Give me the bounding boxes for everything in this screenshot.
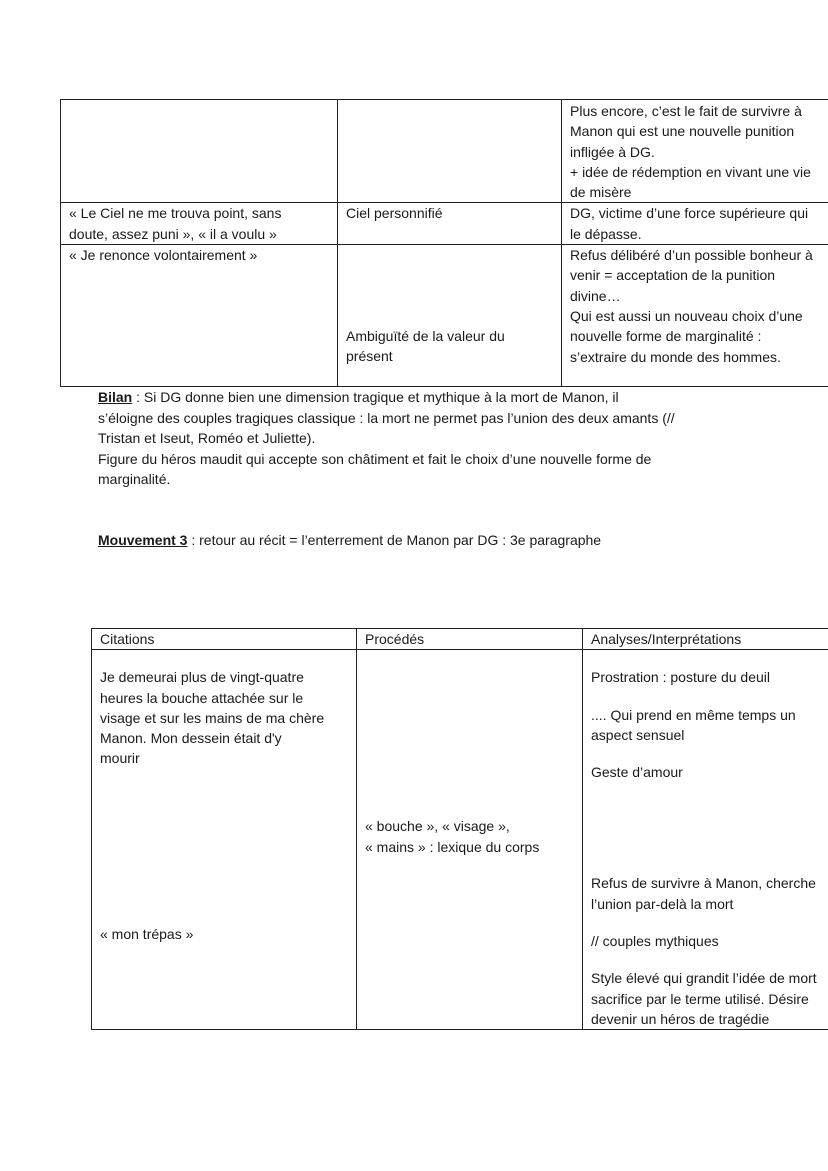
bilan-label: Bilan (98, 389, 133, 405)
text-line: Prostration : posture du deuil (591, 669, 770, 686)
table-row (61, 100, 828, 203)
table-header-row (92, 629, 828, 650)
text-line: « Le Ciel ne me trouva point, sans (69, 205, 282, 222)
text-line: Geste d’amour (591, 764, 683, 781)
analyse-cell (583, 650, 828, 1030)
text-line: Qui est aussi un nouveau choix d’une (570, 307, 803, 324)
table-row (92, 650, 828, 1030)
text-line: Je demeurai plus de vingt-quatre (100, 669, 304, 686)
text-line: heures la bouche attachée sur le (100, 689, 304, 706)
citation-cell (61, 245, 338, 387)
text-line: s’éloigne des couples tragiques classique : la mort ne permet pas l’union des deux amants (// (98, 409, 675, 426)
text-line: DG, victime d’une force supérieure qui (570, 205, 809, 222)
procede-cell (338, 203, 562, 245)
mouvement-heading (98, 530, 601, 551)
text-line: divine… (570, 287, 621, 304)
text-line: « mains » : lexique du corps (365, 838, 540, 855)
analyse-cell (562, 245, 828, 387)
table-row (61, 203, 828, 245)
header-procedes: Procédés (357, 629, 583, 650)
text-line: l’union par-delà la mort (591, 895, 734, 912)
text-line: présent (346, 348, 393, 365)
text-line: Ambiguïté de la valeur du (346, 328, 505, 345)
text-line: Style élevé qui grandit l’idée de mort (591, 970, 817, 987)
text-line: le dépasse. (570, 225, 642, 242)
text-line: .... Qui prend en même temps un (591, 706, 796, 723)
text-line: « Je renonce volontairement » (69, 247, 258, 264)
text-line: « mon trépas » (100, 925, 194, 942)
text-line: sacrifice par le terme utilisé. Désire (591, 990, 809, 1007)
citation-cell (61, 100, 338, 203)
text-line: visage et sur les mains de ma chère (100, 709, 325, 726)
text-line: + idée de rédemption en vivant une vie (570, 163, 811, 180)
text-line: s’extraire du monde des hommes. (570, 348, 781, 365)
text-line: // couples mythiques (591, 933, 719, 950)
table-row (61, 245, 828, 387)
text-line: : Si DG donne bien une dimension tragique et mythique à la mort de Manon, il (132, 389, 619, 405)
text-line: nouvelle forme de marginalité : (570, 328, 762, 345)
text-line: Manon. Mon dessein était d'y (100, 730, 282, 747)
text-line: Plus encore, c’est le fait de survivre à (570, 103, 802, 119)
text-line: Manon qui est une nouvelle punition (570, 123, 795, 140)
text-line: de misère (570, 184, 632, 201)
text-line: marginalité. (98, 471, 171, 487)
mouvement-text: : retour au récit = l’enterrement de Manon par DG : 3e paragraphe (187, 532, 602, 548)
text-line: venir = acceptation de la punition (570, 267, 776, 284)
procede-cell (357, 650, 583, 1030)
text-line: mourir (100, 750, 140, 767)
text-line: doute, assez puni », « il a voulu » (69, 225, 277, 242)
text-line: aspect sensuel (591, 726, 685, 743)
analysis-table-2 (91, 628, 828, 1030)
bilan-paragraph (98, 387, 675, 490)
analysis-table-1 (60, 99, 828, 387)
text-line: devenir un héros de tragédie (591, 1010, 770, 1027)
text-line: « bouche », « visage », (365, 818, 510, 835)
text-line: Refus de survivre à Manon, cherche (591, 875, 816, 892)
mouvement-label: Mouvement 3 (98, 532, 188, 548)
text-line: infligée à DG. (570, 143, 655, 160)
text-line: Tristan et Iseut, Roméo et Juliette). (98, 430, 316, 446)
procede-cell (338, 100, 562, 203)
header-analyses: Analyses/Interprétations (583, 629, 828, 650)
text-line: Refus délibéré d’un possible bonheur à (570, 247, 813, 264)
header-citations: Citations (92, 629, 357, 650)
citation-cell (92, 650, 357, 1030)
text-line: Figure du héros maudit qui accepte son châtiment et fait le choix d’une nouvelle forme de (98, 450, 652, 467)
analyse-cell (562, 203, 828, 245)
analyse-cell (562, 100, 828, 203)
procede-cell (338, 245, 562, 387)
text-line: Ciel personnifié (346, 205, 443, 222)
citation-cell (61, 203, 338, 245)
